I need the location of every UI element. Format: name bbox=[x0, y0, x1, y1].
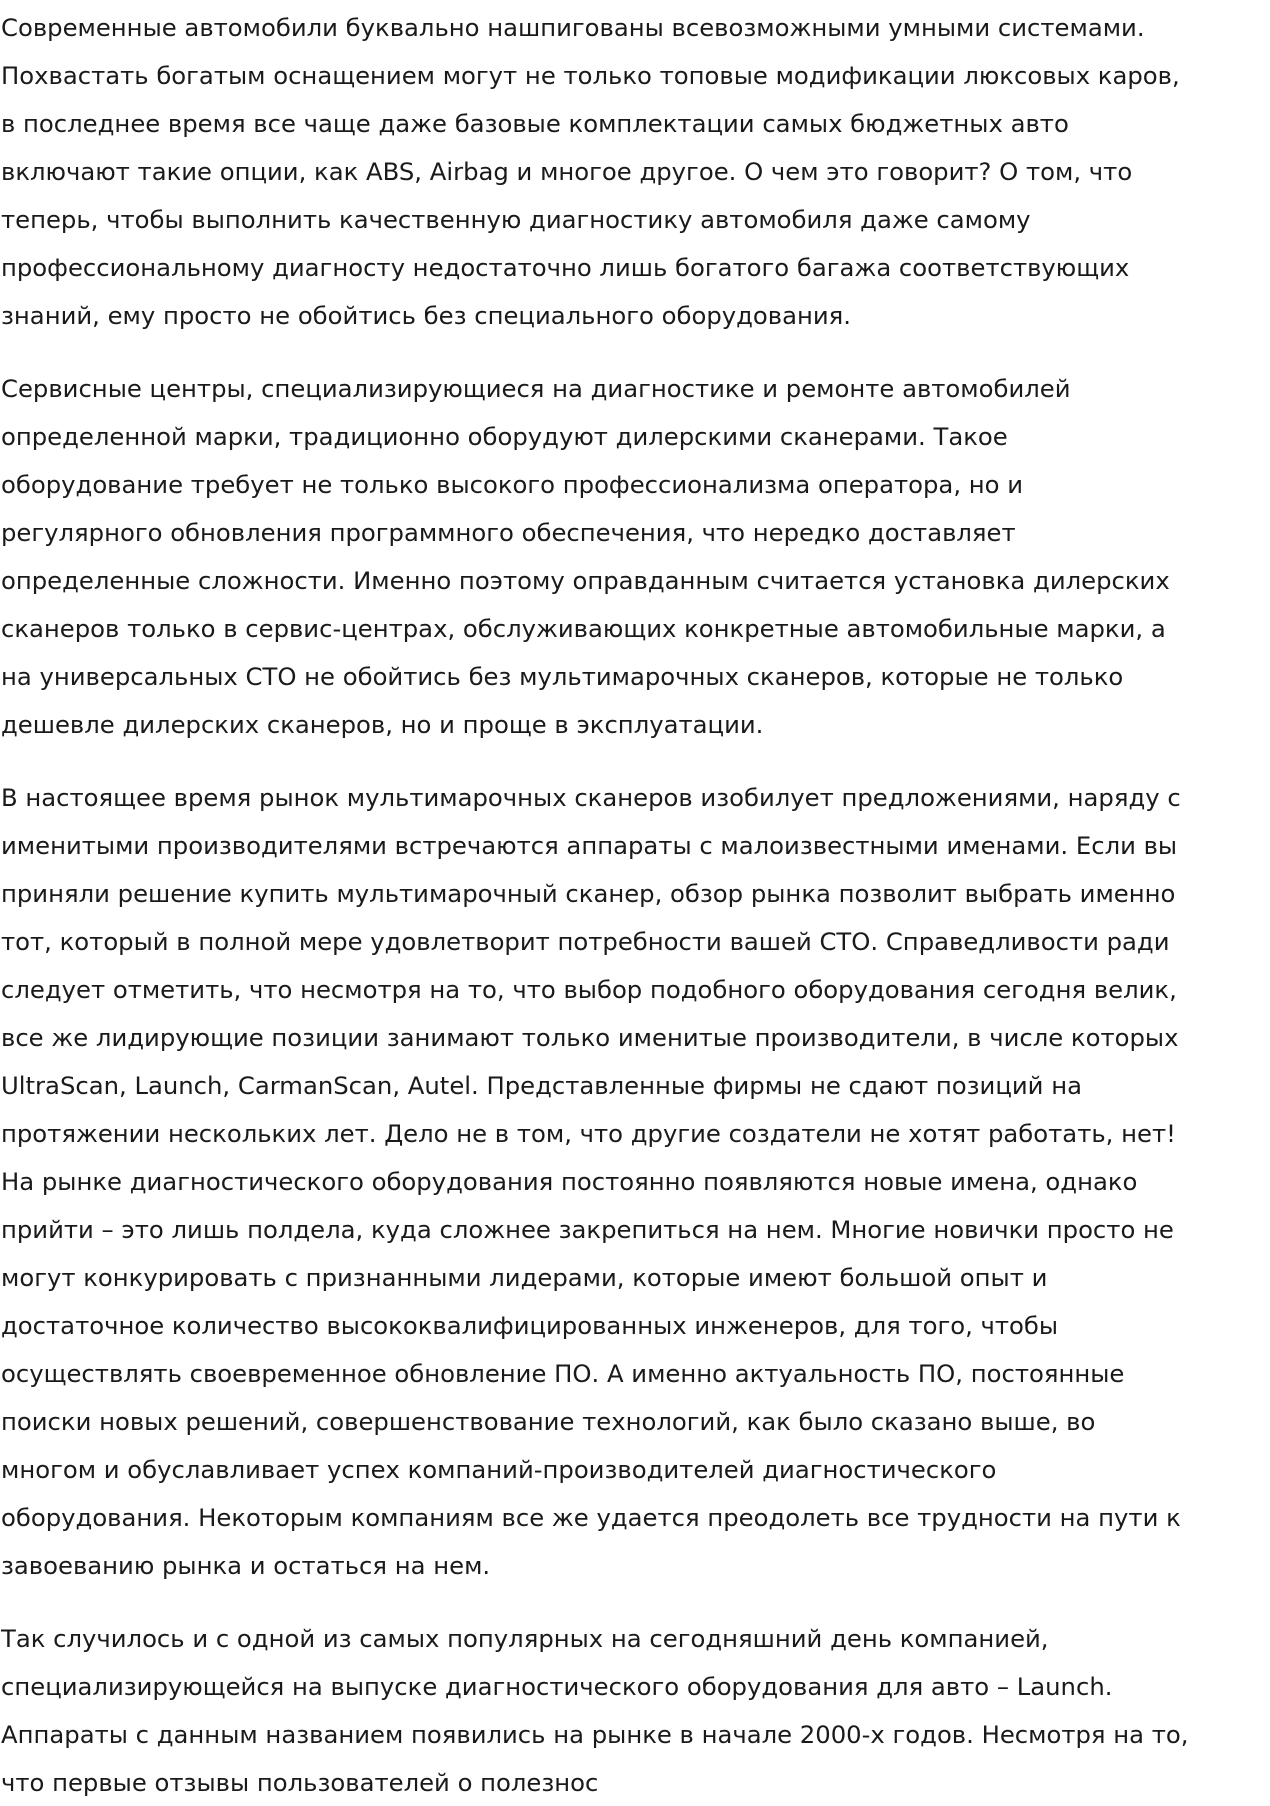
text-line: Аппараты с данным названием появились на рынке в начале 2000-х годов. Несмотря на то, bbox=[1, 1720, 1189, 1749]
text-line: специализирующейся на выпуске диагностического оборудования для авто – Launch. bbox=[1, 1672, 1113, 1701]
text-line: оборудования. Некоторым компаниям все же удается преодолеть все трудности на пути к bbox=[1, 1503, 1181, 1532]
text-line: знаний, ему просто не обойтись без специального оборудования. bbox=[1, 301, 852, 330]
article-body bbox=[1, 4, 1269, 1806]
paragraph-3 bbox=[1, 774, 1269, 1590]
text-line: могут конкурировать с признанными лидерами, которые имеют большой опыт и bbox=[1, 1263, 1048, 1292]
text-line: на универсальных СТО не обойтись без мультимарочных сканеров, которые не только bbox=[1, 662, 1124, 691]
text-line: В настоящее время рынок мультимарочных сканеров изобилует предложениями, наряду с bbox=[1, 783, 1181, 812]
text-line: в последнее время все чаще даже базовые комплектации самых бюджетных авто bbox=[1, 109, 1069, 138]
text-line: Похвастать богатым оснащением могут не только топовые модификации люксовых каров, bbox=[1, 61, 1180, 90]
text-line: что первые отзывы пользователей о полезнос bbox=[1, 1768, 599, 1797]
text-line: регулярного обновления программного обеспечения, что нередко доставляет bbox=[1, 518, 1016, 547]
text-line: поиски новых решений, совершенствование технологий, как было сказано выше, во bbox=[1, 1407, 1096, 1436]
text-line: достаточное количество высококвалифицированных инженеров, для того, чтобы bbox=[1, 1311, 1059, 1340]
text-line: На рынке диагностического оборудования постоянно появляются новые имена, однако bbox=[1, 1167, 1138, 1196]
text-line: приняли решение купить мультимарочный сканер, обзор рынка позволит выбрать именно bbox=[1, 879, 1176, 908]
text-line: определенной марки, традиционно оборудуют дилерскими сканерами. Такое bbox=[1, 422, 1008, 451]
text-line: включают такие опции, как ABS, Airbag и многое другое. О чем это говорит? О том, что bbox=[1, 157, 1133, 186]
text-line: именитыми производителями встречаются аппараты с малоизвестными именами. Если вы bbox=[1, 831, 1178, 860]
paragraph-4 bbox=[1, 1615, 1269, 1806]
text-line: Так случилось и с одной из самых популярных на сегодняшний день компанией, bbox=[1, 1624, 1049, 1653]
text-line: прийти – это лишь полдела, куда сложнее закрепиться на нем. Многие новички просто не bbox=[1, 1215, 1174, 1244]
text-line: тот, который в полной мере удовлетворит потребности вашей СТО. Справедливости ради bbox=[1, 927, 1170, 956]
text-line: Современные автомобили буквально нашпигованы всевозможными умными системами. bbox=[1, 13, 1145, 42]
text-line: UltraScan, Launch, CarmanScan, Autel. Представленные фирмы не сдают позиций на bbox=[1, 1071, 1082, 1100]
text-line: осуществлять своевременное обновление ПО. А именно актуальность ПО, постоянные bbox=[1, 1359, 1125, 1388]
text-line: все же лидирующие позиции занимают только именитые производители, в числе которых bbox=[1, 1023, 1179, 1052]
text-line: профессиональному диагносту недостаточно лишь богатого багажа соответствующих bbox=[1, 253, 1130, 282]
text-line: протяжении нескольких лет. Дело не в том, что другие создатели не хотят работать, нет! bbox=[1, 1119, 1176, 1148]
paragraph-2 bbox=[1, 365, 1269, 749]
text-line: следует отметить, что несмотря на то, что выбор подобного оборудования сегодня велик, bbox=[1, 975, 1177, 1004]
text-line: завоеванию рынка и остаться на нем. bbox=[1, 1551, 491, 1580]
text-line: оборудование требует не только высокого профессионализма оператора, но и bbox=[1, 470, 1024, 499]
text-line: дешевле дилерских сканеров, но и проще в эксплуатации. bbox=[1, 710, 764, 739]
text-line: определенные сложности. Именно поэтому оправданным считается установка дилерских bbox=[1, 566, 1170, 595]
paragraph-1 bbox=[1, 4, 1269, 340]
text-line: теперь, чтобы выполнить качественную диагностику автомобиля даже самому bbox=[1, 205, 1031, 234]
text-line: Сервисные центры, специализирующиеся на диагностике и ремонте автомобилей bbox=[1, 374, 1071, 403]
text-line: многом и обуславливает успех компаний-производителей диагностического bbox=[1, 1455, 997, 1484]
text-line: сканеров только в сервис-центрах, обслуживающих конкретные автомобильные марки, а bbox=[1, 614, 1166, 643]
